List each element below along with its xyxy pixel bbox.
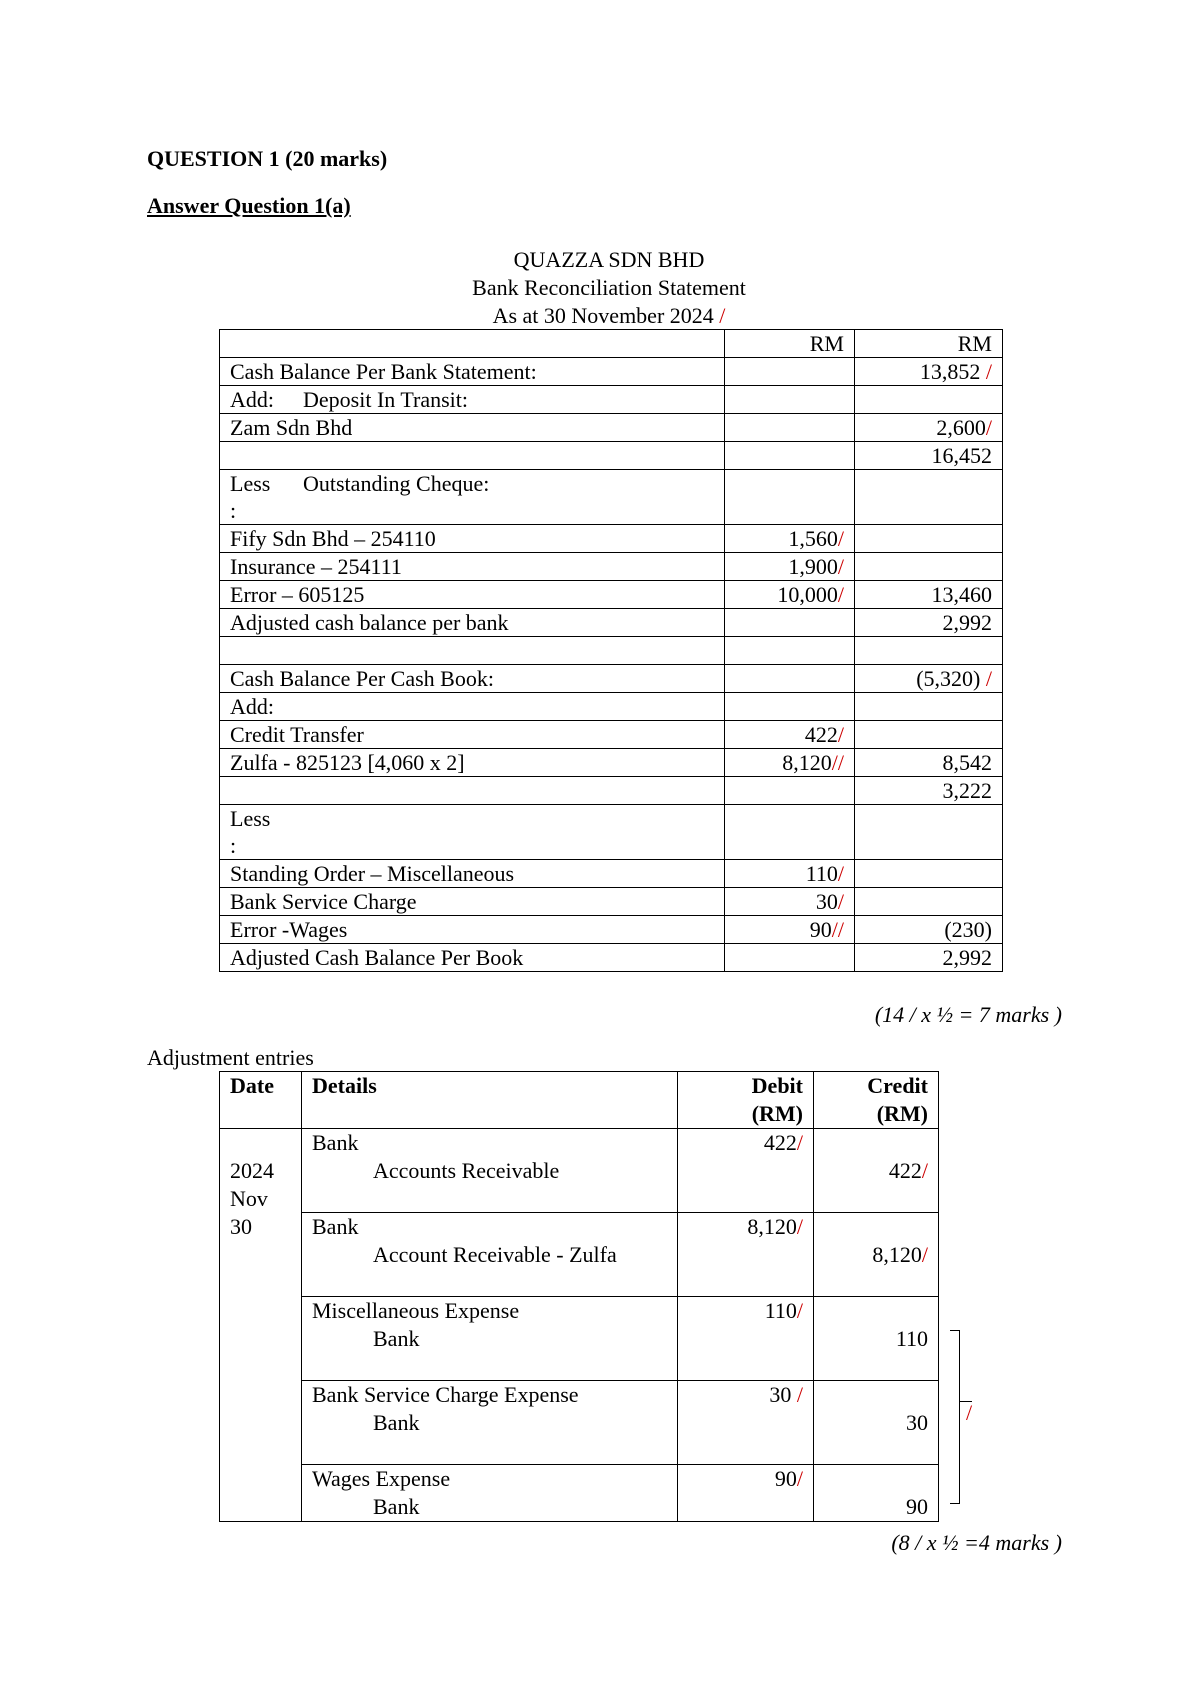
journal-entry-row: Bank Account Receivable - Zulfa 8,120/ 8,120/ [220, 1213, 939, 1297]
statement-title: Bank Reconciliation Statement [472, 275, 746, 300]
adjustment-entries-title: Adjustment entries [147, 1045, 314, 1070]
bank-reconciliation-table [219, 329, 1003, 972]
table-row: 16,452 [220, 442, 1003, 470]
table-row: Error – 605125 10,000/ 13,460 [220, 581, 1003, 609]
table-header-row [220, 330, 1003, 358]
table-row: Adjusted cash balance per bank 2,992 [220, 609, 1003, 637]
marks-note-2: (8 / x ½ =4 marks ) [891, 1530, 1062, 1555]
debit-header: Debit (RM) [678, 1072, 814, 1129]
table-row: Standing Order – Miscellaneous 110/ [220, 860, 1003, 888]
rm-header-2: RM [855, 330, 1003, 358]
marks-note-1: (14 / x ½ = 7 marks ) [874, 1002, 1062, 1027]
table-row: Bank Service Charge 30/ [220, 888, 1003, 916]
entry-date: 2024 Nov 30 [220, 1129, 302, 1522]
table-row: Add: [220, 693, 1003, 721]
date-header: Date [220, 1072, 302, 1129]
rm-header-1: RM [725, 330, 855, 358]
bracket-tick-mark: / [966, 1400, 973, 1425]
journal-entry-row: Bank Service Charge Expense Bank 30 / 30 [220, 1381, 939, 1465]
table-row: Less Outstanding Cheque: : [220, 470, 1003, 525]
table-row: Cash Balance Per Bank Statement: 13,852 / [220, 358, 1003, 386]
table-row: Add: Deposit In Transit: [220, 386, 1003, 414]
table-row: Cash Balance Per Cash Book: (5,320) / [220, 665, 1003, 693]
credit-header: Credit (RM) [814, 1072, 939, 1129]
adjustment-entries-table [219, 1071, 939, 1522]
table-row: Fify Sdn Bhd – 254110 1,560/ [220, 525, 1003, 553]
journal-entry-row: Wages Expense Bank 90/ 90 [220, 1465, 939, 1522]
answer-title: Answer Question 1(a) [147, 193, 351, 218]
journal-entry-row: 2024 Nov 30 Bank Accounts Receivable 422/ 422/ [220, 1129, 939, 1213]
journal-entry-row: Miscellaneous Expense Bank 110/ 110 [220, 1297, 939, 1381]
company-name: QUAZZA SDN BHD [513, 247, 705, 272]
table-row: Insurance – 254111 1,900/ [220, 553, 1003, 581]
table-row: Credit Transfer 422/ [220, 721, 1003, 749]
table-row: Zam Sdn Bhd 2,600/ [220, 414, 1003, 442]
table-row: Zulfa - 825123 [4,060 x 2] 8,120// 8,542 [220, 749, 1003, 777]
tick-mark: / [719, 303, 726, 328]
table-row: Less : [220, 805, 1003, 860]
details-header: Details [302, 1072, 678, 1129]
table-row [220, 637, 1003, 665]
question-title: QUESTION 1 (20 marks) [147, 146, 388, 171]
grouping-bracket [950, 1330, 960, 1504]
table-header-row [220, 1072, 939, 1129]
table-row: Adjusted Cash Balance Per Book 2,992 [220, 944, 1003, 972]
table-row: 3,222 [220, 777, 1003, 805]
table-row: Error -Wages 90// (230) [220, 916, 1003, 944]
statement-date: As at 30 November 2024 / [492, 303, 726, 328]
